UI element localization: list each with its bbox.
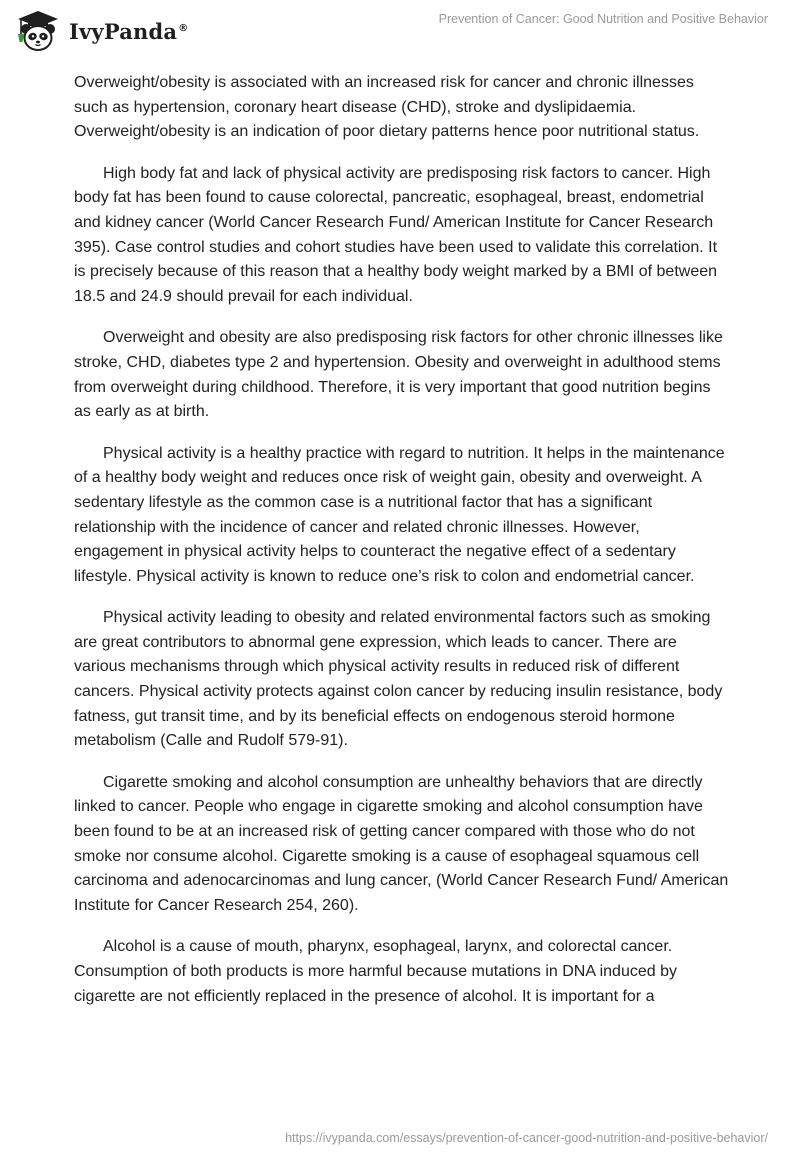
essay-body	[74, 71, 730, 1026]
brand-name: IvyPanda®	[69, 18, 189, 44]
page-header	[0, 0, 800, 60]
brand-logo[interactable]	[13, 8, 188, 54]
source-url[interactable]: https://ivypanda.com/essays/prevention-of-cancer-good-nutrition-and-positive-behavior/	[285, 1131, 768, 1145]
paragraph-3: Overweight and obesity are also predisposing risk factors for other chronic illnesses like stroke, CHD, diabetes type 2 and hypertension. Obesity and overweight in adulthood stems from overweight during childhood. Therefore, it is very important that good nutrition begins as early as at birth.	[74, 329, 723, 421]
paragraph-1: Overweight/obesity is associated with an increased risk for cancer and chronic illnesses such as hypertension, coronary heart disease (CHD), stroke and dyslipidaemia. Overweight/obesity is an indication of poor dietary patterns hence poor nutritional status.	[74, 74, 700, 141]
paragraph-5: Physical activity leading to obesity and related environmental factors such as smoking are great contributors to abnormal gene expression, which leads to cancer. There are various mechanisms through which physical activity results in reduced risk of different cancers. Physical activity protects against colon cancer by reducing insulin resistance, body fatness, gut transit time, and by its beneficial effects on endogenous steroid hormone metabolism (Calle and Rudolf 579-91).	[74, 609, 723, 750]
paragraph-6: Cigarette smoking and alcohol consumption are unhealthy behaviors that are directly linked to cancer. People who engage in cigarette smoking and alcohol consumption have been found to be at an increased risk of getting cancer compared with those who do not smoke nor consume alcohol. Cigarette smoking is a cause of esophageal squamous cell carcinoma and adenocarcinomas and lung cancer, (World Cancer Research Fund/ American Institute for Cancer Research 254, 260).	[74, 773, 729, 914]
paragraph-7: Alcohol is a cause of mouth, pharynx, esophageal, larynx, and colorectal cancer. Consumption of both products is more harmful because mutations in DNA induced by cigarette are not efficiently replaced in the presence of alcohol. It is important for a	[74, 938, 677, 1005]
document-title: Prevention of Cancer: Good Nutrition and Positive Behavior	[438, 12, 768, 26]
panda-graduate-icon	[13, 8, 63, 54]
paragraph-4: Physical activity is a healthy practice with regard to nutrition. It helps in the maintenance of a healthy body weight and reduces once risk of weight gain, obesity and overweight. A sedentary lifestyle as the common case is a nutritional factor that has a significant relationship with the incidence of cancer and related chronic illnesses. However, engagement in physical activity helps to counteract the negative effect of a sedentary lifestyle. Physical activity is known to reduce one’s risk to colon and endometrial cancer.	[74, 444, 725, 585]
paragraph-2: High body fat and lack of physical activity are predisposing risk factors to cancer. High body fat has been found to cause colorectal, pancreatic, esophageal, breast, endometrial and kidney cancer (World Cancer Research Fund/ American Institute for Cancer Research 395). Case control studies and cohort studies have been used to validate this correlation. It is precisely because of this reason that a healthy body weight marked by a BMI of between 18.5 and 24.9 should prevail for each individual.	[74, 164, 718, 305]
registered-mark: ®	[178, 22, 189, 34]
